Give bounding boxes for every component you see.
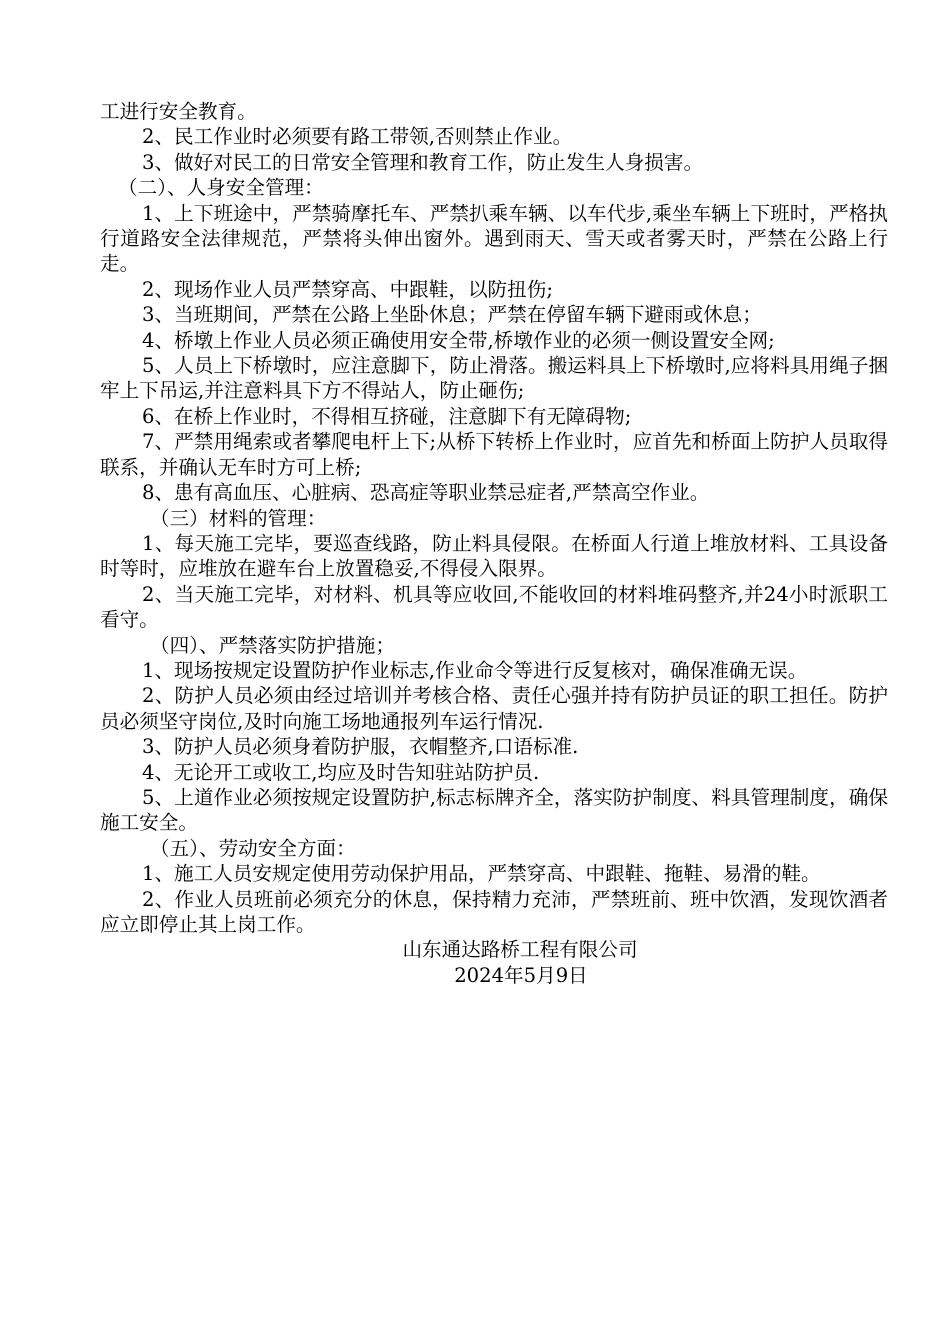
paragraph-item: 1、每天施工完毕，要巡查线路，防止料具侵限。在桥面人行道上堆放材料、工具设备时等时，应堆放在避车台上放置稳妥,不得侵入限界。 (100, 531, 888, 581)
paragraph-item: 1、上下班途中，严禁骑摩托车、严禁扒乘车辆、以车代步,乘坐车辆上下班时，严格执行道路安全法律规范，严禁将头伸出窗外。遇到雨天、雪天或者雾天时，严禁在公路上行走。 (100, 201, 888, 276)
paragraph-item: 6、在桥上作业时，不得相互挤碰，注意脚下有无障碍物; (142, 404, 632, 428)
paragraph-item: 8、患有高血压、心脏病、恐高症等职业禁忌症者,严禁高空作业。 (142, 481, 710, 505)
section-heading: （二）、人身安全管理： (118, 176, 324, 200)
paragraph-continuation: 工进行安全教育。 (100, 100, 257, 123)
paragraph-item: 1、现场按规定设置防护作业标志,作业命令等进行反复核对，确保准确无误。 (142, 658, 808, 682)
document-page (100, 99, 888, 988)
section-heading: （三）材料的管理： (150, 506, 327, 530)
paragraph-item: 3、当班期间，严禁在公路上坐卧休息；严禁在停留车辆下避雨或休息； (142, 303, 762, 327)
signature-date: 2024年5月9日 (454, 963, 588, 987)
section-heading: （四）、严禁落实防护措施； (150, 633, 395, 657)
paragraph-item: 2、现场作业人员严禁穿高、中跟鞋，以防扭伤; (142, 277, 553, 301)
paragraph-item: 2、作业人员班前必须充分的休息，保持精力充沛，严禁班前、班中饮酒，发现饮酒者应立即停止其上岗工作。 (100, 887, 888, 936)
paragraph-item: 3、防护人员必须身着防护服，衣帽整齐,口语标准. (142, 735, 579, 759)
paragraph-item: 2、民工作业时必须要有路工带领,否则禁止作业。 (142, 125, 573, 149)
paragraph-item: 7、严禁用绳索或者攀爬电杆上下;从桥下转桥上作业时，应首先和桥面上防护人员取得联系，并确认无车时方可上桥; (100, 430, 888, 479)
paragraph-item: 4、无论开工或收工,均应及时告知驻站防护员. (142, 760, 540, 784)
section-heading: （五）、劳动安全方面： (150, 836, 356, 860)
paragraph-item: 4、桥墩上作业人员必须正确使用安全带,桥墩作业的必须一侧设置安全网; (142, 328, 775, 352)
paragraph-item: 1、施工人员安规定使用劳动保护用品，严禁穿高、中跟鞋、拖鞋、易滑的鞋。 (142, 862, 821, 886)
paragraph-item: 2、当天施工完毕，对材料、机具等应收回,不能收回的材料堆码整齐,并24小时派职工看守。 (100, 582, 888, 632)
paragraph-item: 5、上道作业必须按规定设置防护,标志标牌齐全，落实防护制度、料具管理制度，确保施工安全。 (100, 785, 888, 835)
paragraph-item: 3、做好对民工的日常安全管理和教育工作，防止发生人身损害。 (142, 150, 704, 174)
paragraph-item: 2、防护人员必须由经过培训并考核合格、责任心强并持有防护员证的职工担任。防护员必须坚守岗位,及时向施工场地通报列车运行情况. (100, 684, 888, 733)
paragraph-item: 5、人员上下桥墩时，应注意脚下，防止滑落。搬运料具上下桥墩时,应将料具用绳子捆牢上下吊运,并注意料具下方不得站人，防止砸伤; (100, 354, 888, 403)
signature-company: 山东通达路桥工程有限公司 (402, 938, 638, 962)
